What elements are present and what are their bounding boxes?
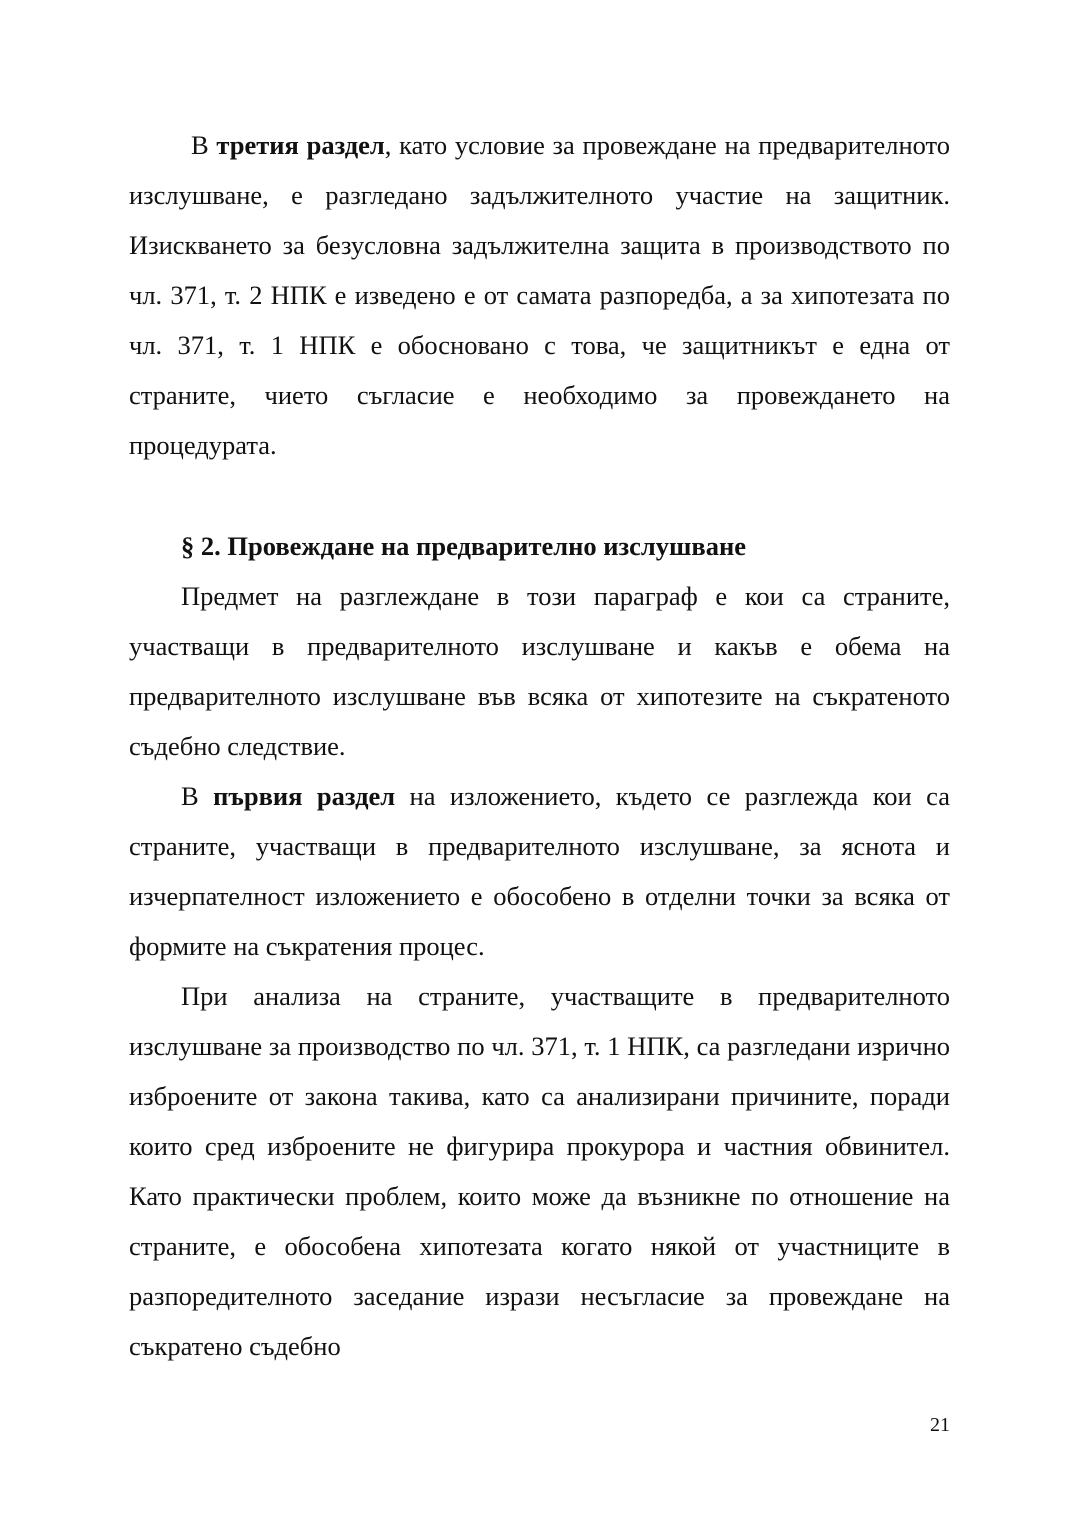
paragraph-text: , като условие за провеждане на предварителното изслушване, е разгледано задължителното участие на защитник. Изискването за безусловна задължителна защита в производството по чл. 371, т. 2 НПК е изведено е от самата разпоредба, а за хипотезата по чл. 371, т. 1 НПК е обосновано с това, че защитникът е една от страните, чието съгласие е необходимо за провеждането на процедурата.: [129, 130, 951, 460]
bold-term-first-section: първия раздел: [213, 781, 396, 811]
bold-term-third-section: третия раздел: [216, 130, 385, 160]
paragraph-subject: Предмет на разглеждане в този параграф е кои са страните, участващи в предварителното изслушване и какъв е обема на предварителното изслушване във всяка от хипотезите на съкратеното съдебно следствие.: [129, 581, 950, 761]
paragraph-text: на изложението, където се разглежда кои са страните, участващи в предварителното изслушване, за яснота и изчерпателност изложението е обособено в отделни точки за всяка от формите на съкратения процес.: [129, 781, 950, 961]
section-body-block: [129, 571, 950, 1371]
paragraph-first-section: [129, 771, 950, 971]
paragraph-lead: В: [191, 130, 217, 160]
section-intro-block: [129, 120, 950, 470]
paragraph-third-section: [129, 120, 950, 470]
paragraph-lead: В: [181, 781, 214, 811]
section-heading: § 2. Провеждане на предварително изслушване: [181, 531, 747, 561]
page-number: 21: [930, 1414, 950, 1436]
paragraph-analysis: При анализа на страните, участващите в предварителното изслушване за производство по чл. 371, т. 1 НПК, са разгледани изрично изброените от закона такива, като са анализирани причините, поради които сред изброените не фигурира прокурора и частния обвинител. Като практически проблем, които може да възникне по отношение на страните, е обособена хипотезата когато някой от участниците в разпоредителното заседание изрази несъгласие за провеждане на съкратено съдебно: [129, 981, 950, 1361]
